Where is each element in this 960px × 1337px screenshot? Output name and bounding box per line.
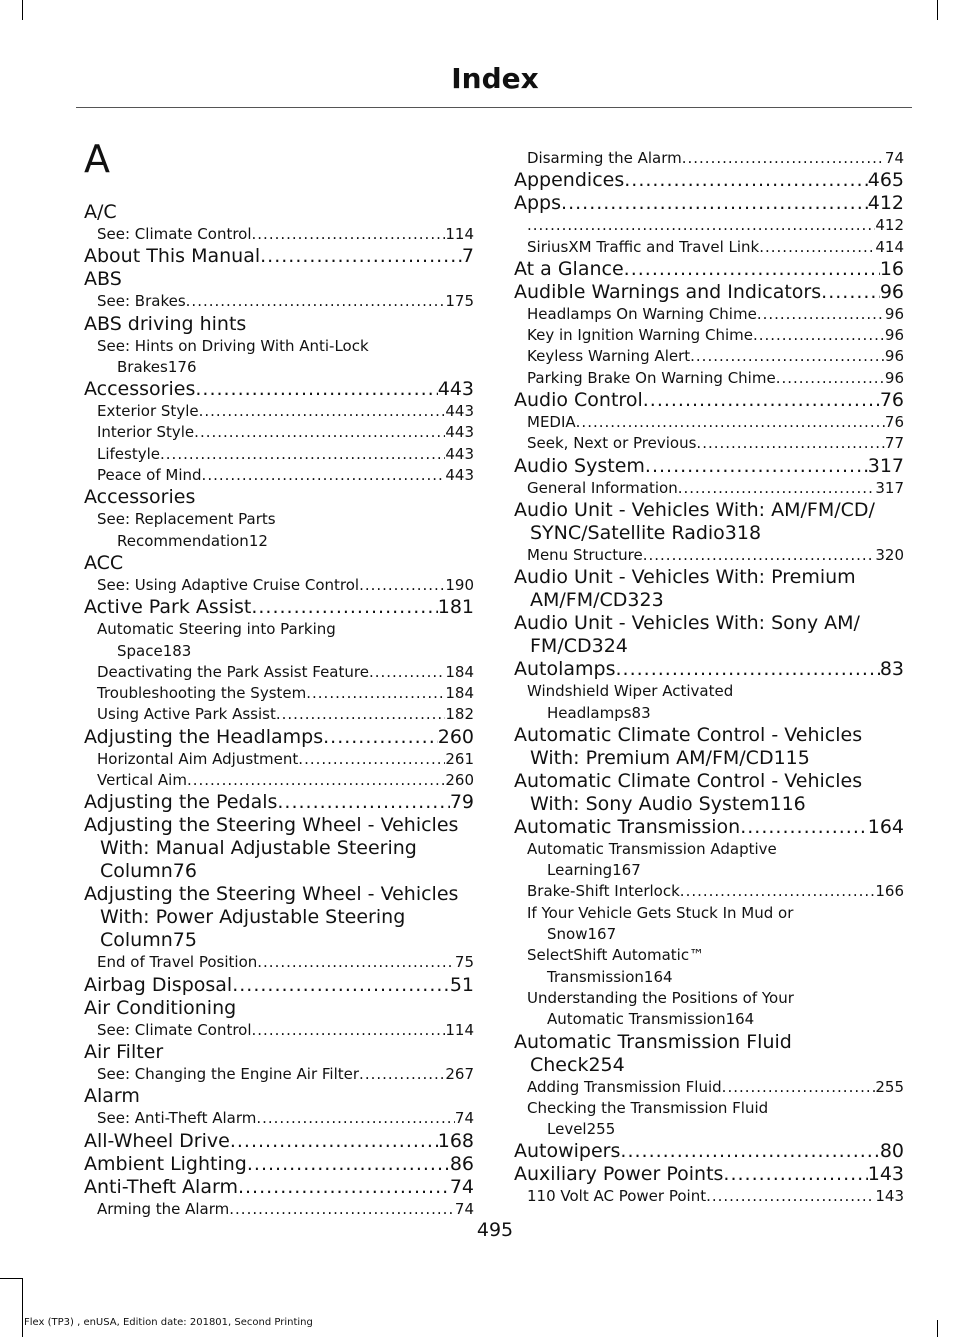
entry-page-number: 114 [445, 1020, 474, 1039]
entry-page-number: 261 [445, 749, 474, 768]
entry-page-number: 443 [437, 378, 474, 401]
entry-title: All-Wheel Drive [84, 1129, 230, 1152]
dot-leader [527, 215, 875, 236]
dot-leader [561, 192, 868, 215]
entry-title: Learning [547, 861, 613, 880]
entry-title: Active Park Assist [84, 596, 252, 619]
dot-leader [696, 433, 884, 454]
dot-leader [186, 291, 446, 312]
index-entry [514, 566, 904, 612]
entry-page-number: 167 [587, 925, 617, 944]
dot-leader [252, 224, 446, 245]
index-entries-left [84, 201, 474, 1220]
entry-title-line: Adjusting the Steering Wheel - Vehicles [84, 883, 459, 906]
index-subentry [514, 681, 904, 724]
dot-leader [624, 169, 868, 192]
entry-title: Level [547, 1120, 587, 1139]
index-subentry [514, 215, 904, 236]
index-entry [514, 192, 904, 215]
entry-title: Airbag Disposal [84, 973, 233, 996]
dot-leader [230, 1130, 438, 1153]
entry-page-number: 96 [884, 304, 904, 323]
entry-title: Keyless Warning Alert [527, 347, 691, 366]
entry-page-number: 317 [875, 478, 904, 497]
index-column-right [514, 148, 904, 1208]
entry-page-number: 182 [445, 705, 474, 724]
entry-title: Audio System [514, 454, 645, 477]
dot-leader [740, 816, 868, 839]
index-subentry [84, 1064, 474, 1085]
entry-title: Recommendation [117, 531, 249, 550]
index-subentry [514, 1077, 904, 1098]
dot-leader [624, 258, 880, 281]
entry-page-number: 175 [445, 292, 474, 311]
entry-title: Adjusting the Pedals [84, 791, 278, 814]
entry-title: End of Travel Position [97, 953, 258, 972]
dot-leader [759, 237, 875, 258]
entry-page-number: 75 [172, 929, 197, 952]
entry-title: Seek, Next or Previous [527, 434, 697, 453]
page-number: 495 [476, 1219, 514, 1241]
entry-title: See: Brakes [97, 292, 186, 311]
dot-leader [247, 1153, 450, 1176]
index-subentry [84, 952, 474, 973]
entry-title: Autowipers [514, 1140, 621, 1163]
crop-mark-bottom-right [937, 1320, 938, 1337]
index-entry [514, 770, 904, 816]
entry-page-number: 184 [445, 684, 474, 703]
entry-title: Transmission [547, 967, 644, 986]
dot-leader [306, 683, 445, 704]
entry-page-number: 176 [167, 357, 197, 376]
entry-page-number: 143 [875, 1187, 904, 1206]
crop-mark-top-left [22, 0, 23, 20]
entry-page-number: 443 [445, 402, 474, 421]
dot-leader [323, 726, 438, 749]
entry-page-number: 75 [454, 953, 474, 972]
index-subentry [84, 683, 474, 704]
entry-title-line: Automatic Transmission Adaptive [527, 839, 777, 858]
dot-leader [256, 1108, 455, 1129]
dot-leader [160, 444, 445, 465]
entry-title-line: Windshield Wiper Activated [527, 682, 734, 701]
entry-title: Snow [547, 925, 588, 944]
entry-title-line: See: Replacement Parts [97, 510, 276, 529]
entry-title: See: Climate Control [97, 1020, 252, 1039]
section-letter: A [84, 137, 110, 181]
dot-leader [251, 596, 437, 619]
index-entry: ABS [84, 268, 122, 291]
index-entry [84, 1130, 474, 1153]
entry-page-number: 166 [875, 882, 904, 901]
entry-page-number: 80 [879, 1140, 904, 1163]
entry-page-number: 183 [162, 641, 192, 660]
index-entry: ACC [84, 551, 124, 574]
entry-title: Parking Brake On Warning Chime [527, 368, 776, 387]
dot-leader [690, 346, 885, 367]
entry-title-line: Automatic Steering into Parking [97, 620, 336, 639]
dot-leader [776, 368, 885, 389]
dot-leader [298, 749, 445, 770]
entry-page-number: 74 [449, 1175, 474, 1198]
entry-title: Apps [514, 192, 562, 215]
index-entry [514, 1140, 904, 1163]
entry-page-number: 143 [867, 1163, 904, 1186]
entry-page-number: 96 [879, 280, 904, 303]
index-entry [84, 596, 474, 619]
entry-title: Vertical Aim [97, 771, 187, 790]
entry-title: Peace of Mind [97, 466, 202, 485]
dot-leader [821, 281, 880, 304]
entry-title-line: Audio Unit - Vehicles With: Premium [514, 566, 856, 589]
entry-page-number: 324 [591, 635, 628, 658]
index-subentry [84, 704, 474, 725]
index-subentry [514, 545, 904, 566]
entry-title: MEDIA [527, 413, 576, 432]
index-subentry [84, 509, 474, 552]
index-subentry [84, 662, 474, 683]
index-entry: ABS driving hints [84, 312, 247, 335]
entry-title: Appendices [514, 169, 625, 192]
dot-leader [199, 401, 446, 422]
dot-leader [252, 1020, 446, 1041]
dot-leader [620, 1140, 879, 1163]
index-entry [84, 1153, 474, 1176]
entry-title: 110 Volt AC Power Point [527, 1187, 707, 1206]
index-entries-right [514, 148, 904, 1208]
dot-leader [643, 545, 876, 566]
entry-page-number: 86 [449, 1152, 474, 1175]
entry-title: SiriusXM Traffic and Travel Link [527, 237, 760, 256]
page-title: Index [451, 62, 539, 95]
crop-mark-top-right [937, 0, 938, 20]
entry-title: See: Changing the Engine Air Filter [97, 1064, 360, 1083]
index-subentry [514, 1186, 904, 1207]
dot-leader [195, 378, 437, 401]
index-entry [514, 169, 904, 192]
entry-title: Key in Ignition Warning Chime [527, 326, 753, 345]
index-entry [514, 258, 904, 281]
entry-title: Horizontal Aim Adjustment [97, 749, 299, 768]
index-subentry [514, 1098, 904, 1141]
dot-leader [359, 1064, 445, 1085]
entry-page-number: 164 [725, 1010, 755, 1029]
entry-title: Interior Style [97, 423, 195, 442]
index-subentry [514, 237, 904, 258]
entry-title: Headlamps On Warning Chime [527, 304, 757, 323]
entry-page-number: 443 [445, 466, 474, 485]
entry-title-line: With: Power Adjustable Steering [100, 906, 406, 929]
dot-leader [187, 770, 445, 791]
index-entry [514, 389, 904, 412]
dot-leader [229, 1199, 455, 1220]
dot-leader [359, 575, 445, 596]
dot-leader [232, 974, 450, 997]
entry-page-number: 317 [867, 454, 904, 477]
index-entry [84, 974, 474, 997]
entry-title: Check [530, 1053, 589, 1076]
dot-leader [643, 389, 880, 412]
entry-page-number: 320 [875, 545, 904, 564]
index-subentry [84, 575, 474, 596]
index-entry: A/C [84, 201, 117, 223]
entry-title-line: Understanding the Positions of Your [527, 988, 794, 1007]
index-subentry [514, 368, 904, 389]
entry-title-line: Audio Unit - Vehicles With: Sony AM/ [514, 612, 860, 635]
entry-page-number: 260 [437, 725, 474, 748]
entry-page-number: 74 [454, 1109, 474, 1128]
index-entry [514, 499, 904, 545]
entry-title-line: Audio Unit - Vehicles With: AM/FM/CD/ [514, 498, 875, 521]
index-entry [84, 726, 474, 749]
entry-title: See: Climate Control [97, 225, 252, 243]
entry-title: See: Using Adaptive Cruise Control [97, 575, 360, 594]
entry-title: Disarming the Alarm [527, 149, 682, 167]
entry-title-line: Automatic Climate Control - Vehicles [514, 723, 863, 746]
index-subentry [84, 1199, 474, 1220]
index-entry [514, 724, 904, 770]
index-subentry [84, 224, 474, 245]
entry-page-number: 255 [586, 1120, 616, 1139]
entry-page-number: 323 [627, 589, 664, 612]
dot-leader [194, 422, 445, 443]
entry-title: With: Premium AM/FM/CD [530, 746, 774, 769]
entry-page-number: 443 [445, 444, 474, 463]
entry-page-number: 115 [773, 746, 810, 769]
entry-title: See: Anti-Theft Alarm [97, 1109, 257, 1128]
dot-leader [706, 1186, 875, 1207]
index-subentry [514, 148, 904, 169]
dot-leader [722, 1077, 876, 1098]
index-subentry [84, 444, 474, 465]
entry-title: Troubleshooting the System [97, 684, 307, 703]
entry-title: With: Sony Audio System [530, 792, 770, 815]
entry-page-number: 79 [449, 791, 474, 814]
entry-page-number: 76 [172, 860, 197, 883]
index-subentry [84, 422, 474, 443]
entry-title-line: Automatic Climate Control - Vehicles [514, 769, 863, 792]
dot-leader [260, 245, 462, 268]
entry-title: Accessories [84, 378, 196, 401]
entry-page-number: 76 [879, 389, 904, 412]
header-divider [76, 107, 912, 108]
index-subentry [514, 478, 904, 499]
dot-leader [576, 412, 885, 433]
index-entry [84, 883, 474, 952]
entry-page-number: 414 [875, 237, 904, 256]
index-subentry [514, 881, 904, 902]
entry-title: Audible Warnings and Indicators [514, 280, 822, 303]
entry-title-line: If Your Vehicle Gets Stuck In Mud or [527, 903, 794, 922]
dot-leader [645, 455, 868, 478]
entry-title-line: SelectShift Automatic™ [527, 946, 705, 965]
entry-page-number: 74 [454, 1199, 474, 1218]
edition-footer: Flex (TP3) , enUSA, Edition date: 201801, Second Printing [24, 1317, 313, 1328]
entry-page-number: 77 [884, 434, 904, 453]
entry-page-number: 255 [875, 1077, 904, 1096]
entry-title: Column [100, 929, 173, 952]
entry-page-number: 465 [867, 169, 904, 192]
index-subentry [514, 945, 904, 988]
entry-page-number: 443 [445, 423, 474, 442]
entry-title: Automatic Transmission [547, 1010, 726, 1029]
entry-title-line: Adjusting the Steering Wheel - Vehicles [84, 814, 459, 837]
entry-page-number: 16 [879, 257, 904, 280]
entry-title: At a Glance [514, 257, 624, 280]
entry-page-number: 164 [867, 815, 904, 838]
entry-page-number: 96 [884, 368, 904, 387]
entry-page-number: 164 [643, 967, 673, 986]
index-entry [514, 455, 904, 478]
index-subentry [84, 619, 474, 662]
dot-leader [753, 325, 885, 346]
index-subentry [514, 325, 904, 346]
index-subentry [84, 336, 474, 379]
dot-leader [277, 791, 449, 814]
entry-title: Menu Structure [527, 545, 643, 564]
index-subentry [514, 988, 904, 1031]
index-subentry [514, 412, 904, 433]
dot-leader [682, 148, 885, 169]
entry-page-number: 74 [884, 149, 904, 167]
entry-page-number: 167 [612, 861, 641, 880]
entry-title: Brakes [117, 357, 168, 376]
index-subentry [84, 401, 474, 422]
entry-title: Brake-Shift Interlock [527, 882, 680, 901]
index-subentry [84, 749, 474, 770]
index-subentry [514, 903, 904, 946]
crop-mark-bottom-left [22, 1278, 23, 1337]
index-subentry [84, 291, 474, 312]
entry-page-number: 184 [445, 662, 474, 681]
entry-title: Space [117, 641, 163, 660]
entry-page-number: 318 [724, 521, 762, 544]
entry-page-number: 51 [449, 973, 474, 996]
crop-mark-bottom-left-h [0, 1278, 23, 1279]
entry-page-number: 76 [884, 413, 904, 432]
entry-page-number: 96 [884, 326, 904, 345]
dot-leader [202, 465, 446, 486]
entry-title: Autolamps [514, 658, 616, 681]
index-entry [84, 814, 474, 883]
entry-page-number: 181 [437, 596, 474, 619]
entry-page-number: 116 [769, 792, 806, 815]
entry-page-number: 96 [884, 347, 904, 366]
dot-leader [616, 658, 880, 681]
index-subentry [84, 1108, 474, 1129]
entry-title: AM/FM/CD [530, 589, 628, 612]
entry-title: Ambient Lighting [84, 1152, 247, 1175]
index-entry [514, 1163, 904, 1186]
entry-page-number: 412 [867, 192, 904, 215]
dot-leader [257, 952, 455, 973]
index-subentry [84, 1020, 474, 1041]
entry-title-line: Checking the Transmission Fluid [527, 1098, 769, 1117]
entry-title: Column [100, 860, 173, 883]
index-entry: Air Filter [84, 1040, 164, 1063]
dot-leader [757, 304, 885, 325]
index-entry [84, 1176, 474, 1199]
entry-page-number: 254 [588, 1053, 625, 1076]
entry-title: Anti-Theft Alarm [84, 1175, 238, 1198]
index-subentry [84, 770, 474, 791]
entry-page-number: 114 [445, 225, 474, 243]
index-entry [84, 791, 474, 814]
index-subentry [514, 304, 904, 325]
entry-title: Using Active Park Assist [97, 705, 276, 724]
entry-page-number: 412 [875, 216, 904, 235]
dot-leader [723, 1163, 867, 1186]
entry-page-number: 83 [631, 703, 651, 722]
dot-leader [238, 1176, 450, 1199]
entry-title: Headlamps [547, 703, 632, 722]
dot-leader [678, 478, 876, 499]
index-entry [84, 245, 474, 268]
index-entry [514, 612, 904, 658]
entry-title: Exterior Style [97, 402, 199, 421]
entry-title: Automatic Transmission [514, 815, 741, 838]
entry-title: Adding Transmission Fluid [527, 1077, 722, 1096]
index-subentry [514, 346, 904, 367]
entry-title: FM/CD [530, 635, 592, 658]
entry-title: Lifestyle [97, 444, 161, 463]
entry-page-number: 83 [879, 658, 904, 681]
entry-page-number: 12 [248, 531, 268, 550]
dot-leader [680, 881, 876, 902]
entry-title: General Information [527, 478, 678, 497]
entry-page-number: 260 [445, 771, 474, 790]
dot-leader [276, 704, 445, 725]
index-subentry [514, 839, 904, 882]
index-subentry [514, 433, 904, 454]
entry-title: Arming the Alarm [97, 1199, 230, 1218]
index-entry: Alarm [84, 1085, 140, 1108]
entry-title: Adjusting the Headlamps [84, 725, 324, 748]
index-entry [514, 281, 904, 304]
entry-page-number: 7 [461, 245, 474, 268]
entry-page-number: 190 [445, 575, 474, 594]
index-column-left [84, 135, 474, 1220]
index-entry: Accessories [84, 486, 196, 509]
entry-title: Audio Control [514, 389, 643, 412]
entry-title: About This Manual [84, 245, 261, 268]
entry-page-number: 168 [437, 1129, 474, 1152]
index-entry [514, 816, 904, 839]
index-entry [514, 1031, 904, 1077]
index-entry [514, 658, 904, 681]
entry-title-line: Automatic Transmission Fluid [514, 1030, 792, 1053]
index-entry [84, 378, 474, 401]
entry-title-line: See: Hints on Driving With Anti-Lock [97, 336, 369, 355]
entry-title: SYNC/Satellite Radio [530, 521, 725, 544]
index-subentry [84, 465, 474, 486]
dot-leader [369, 662, 445, 683]
entry-title: Auxiliary Power Points [514, 1163, 724, 1186]
entry-page-number: 267 [445, 1064, 474, 1083]
index-entry: Air Conditioning [84, 996, 237, 1019]
entry-title-line: With: Manual Adjustable Steering [100, 837, 417, 860]
entry-title: Deactivating the Park Assist Feature [97, 662, 369, 681]
